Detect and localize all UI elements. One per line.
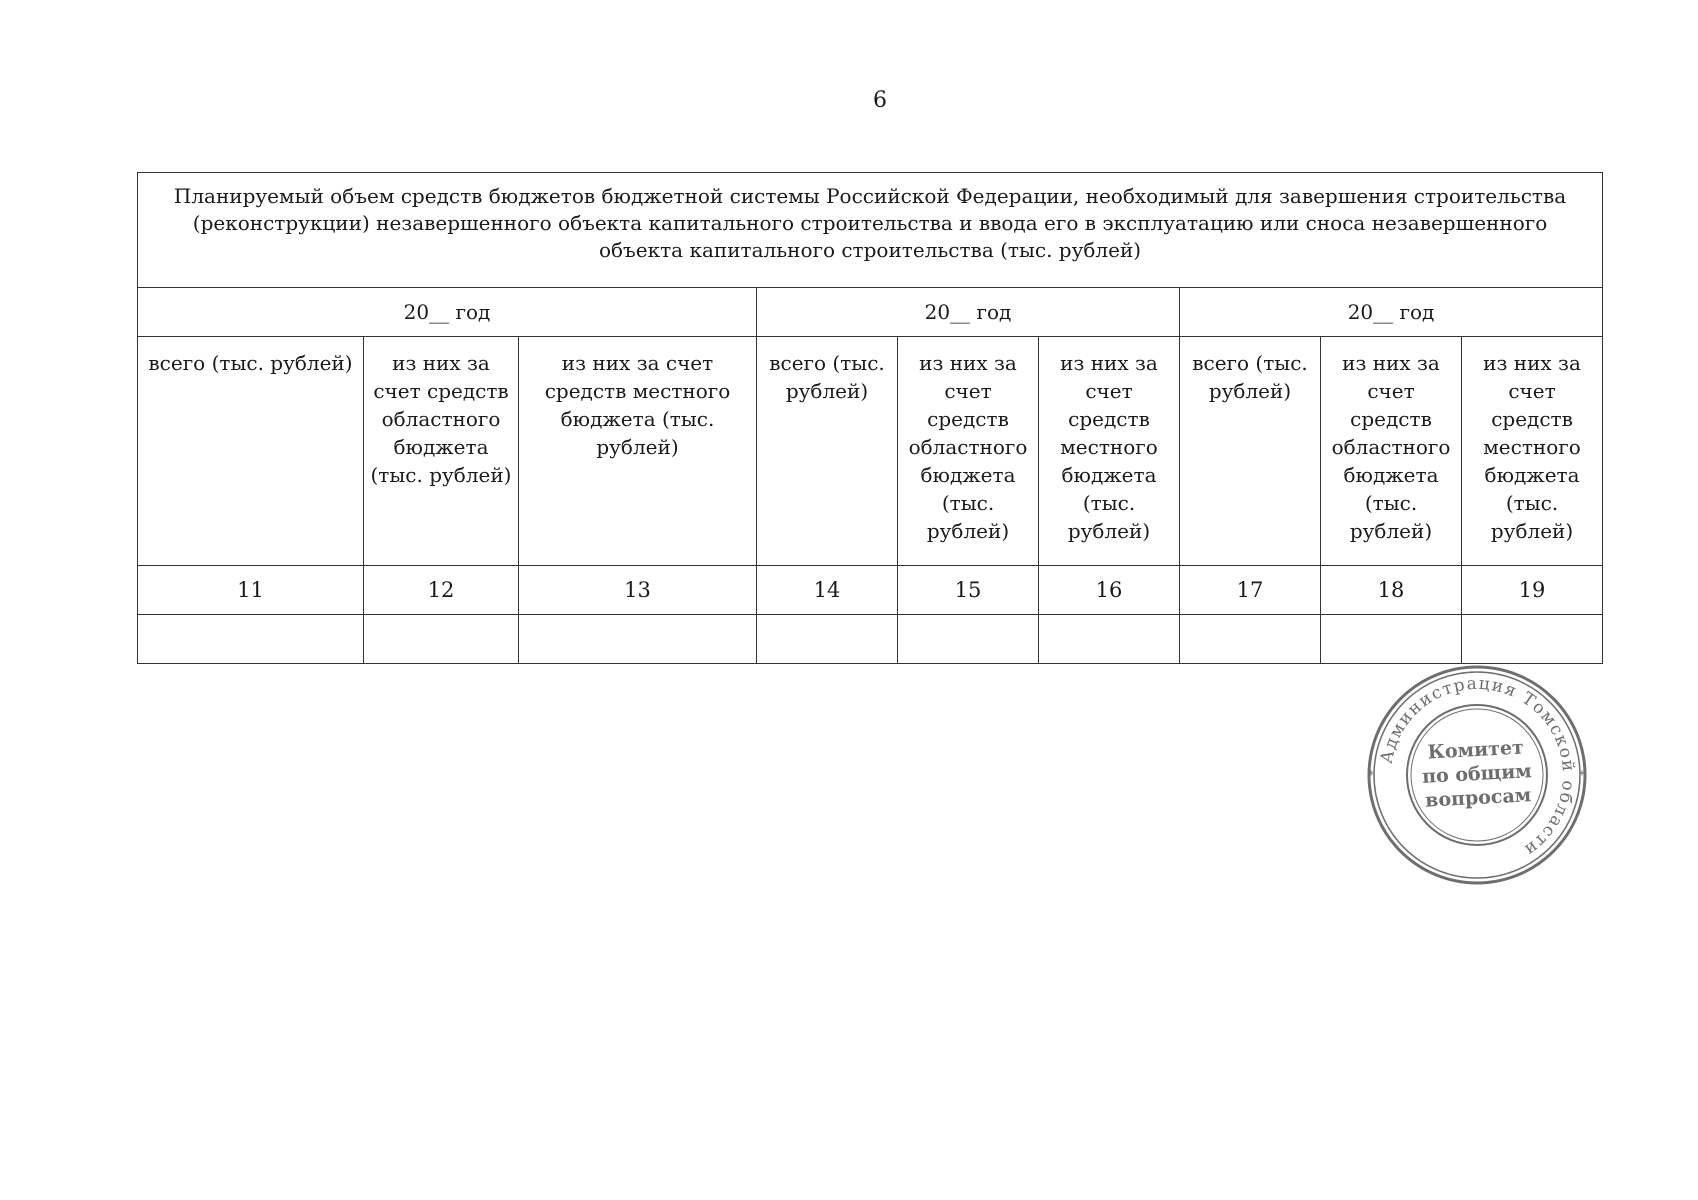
stamp-outer-text: Администрация Томской области — [1376, 673, 1579, 861]
column-number: 16 — [1039, 566, 1180, 615]
column-header-regional: из них за счет средств областного бюджета (тыс. рублей) — [1321, 337, 1462, 566]
column-number: 13 — [519, 566, 757, 615]
table-title: Планируемый объем средств бюджетов бюджетной системы Российской Федерации, необходимый для завершения строительства (реконструкции) незавершенного объекта капитального строительства и ввода его в эксплуатацию или сноса незавершенного объекта капитального строительства (тыс. рублей) — [138, 173, 1603, 288]
column-header-regional: из них за счет средств областного бюджета (тыс. рублей) — [898, 337, 1039, 566]
svg-text:*: * — [1579, 768, 1585, 782]
data-cell — [138, 615, 364, 664]
official-stamp — [1365, 663, 1589, 887]
column-number: 18 — [1321, 566, 1462, 615]
year-header-1: 20__ год — [138, 288, 757, 337]
column-header-regional: из них за счет средств областного бюджета (тыс. рублей) — [364, 337, 519, 566]
data-cell — [898, 615, 1039, 664]
column-header-local: из них за счет средств местного бюджета (тыс. рублей) — [519, 337, 757, 566]
data-cell — [364, 615, 519, 664]
page-number: 6 — [873, 88, 887, 113]
stamp-line-2: по общим — [1421, 760, 1533, 788]
data-cell — [757, 615, 898, 664]
column-number: 14 — [757, 566, 898, 615]
column-number: 12 — [364, 566, 519, 615]
column-header-local: из них за счет средств местного бюджета (тыс. рублей) — [1462, 337, 1603, 566]
data-cell — [1039, 615, 1180, 664]
column-number: 17 — [1180, 566, 1321, 615]
column-header-total: всего (тыс. рублей) — [1180, 337, 1321, 566]
data-cell — [1180, 615, 1321, 664]
column-number: 15 — [898, 566, 1039, 615]
data-cell — [1321, 615, 1462, 664]
year-header-3: 20__ год — [1180, 288, 1603, 337]
year-header-2: 20__ год — [757, 288, 1180, 337]
stamp-line-3: вопросам — [1424, 784, 1532, 812]
column-header-total: всего (тыс. рублей) — [138, 337, 364, 566]
column-header-local: из них за счет средств местного бюджета (тыс. рублей) — [1039, 337, 1180, 566]
data-cell — [1462, 615, 1603, 664]
column-number: 19 — [1462, 566, 1603, 615]
budget-table — [137, 172, 1603, 664]
column-number: 11 — [138, 566, 364, 615]
stamp-seal-icon — [1365, 663, 1589, 887]
svg-text:*: * — [1368, 768, 1374, 782]
stamp-line-1: Комитет — [1427, 736, 1525, 764]
column-header-total: всего (тыс. рублей) — [757, 337, 898, 566]
data-cell — [519, 615, 757, 664]
